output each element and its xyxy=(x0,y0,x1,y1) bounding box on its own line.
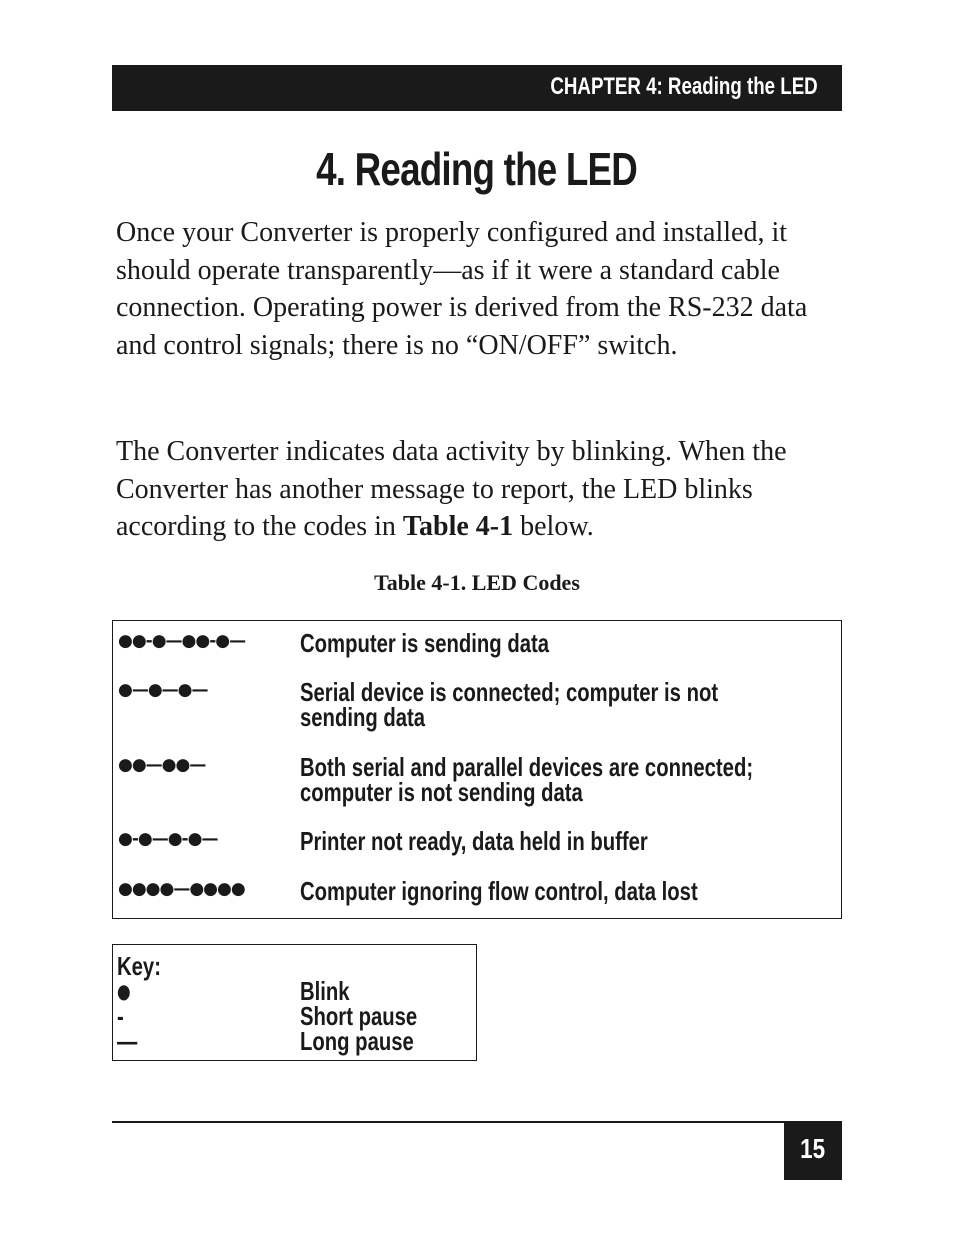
led-codes-table xyxy=(112,620,842,919)
led-code: ●—●—●— xyxy=(118,680,208,700)
table-reference: Table 4-1 xyxy=(402,511,514,542)
led-code: ●●—●●— xyxy=(118,755,206,775)
key-meaning-short-pause: Short pause xyxy=(300,1001,418,1031)
led-code: ●-●—●-●— xyxy=(118,829,218,849)
table-caption: Table 4-1. LED Codes xyxy=(374,570,580,595)
led-description: Computer is sending data xyxy=(300,628,550,658)
key-legend xyxy=(112,944,477,1061)
led-description: Computer ignoring flow control, data lost xyxy=(300,876,698,906)
footer-rule xyxy=(112,1121,784,1123)
key-symbol-long-pause: — xyxy=(117,1026,138,1056)
led-code: ●●●●—●●●● xyxy=(118,879,245,899)
led-activity-paragraph xyxy=(116,433,836,546)
paragraph-text-end: below. xyxy=(513,511,594,542)
key-meaning-blink: Blink xyxy=(300,976,350,1006)
key-meaning-long-pause: Long pause xyxy=(300,1026,414,1056)
key-heading: Key: xyxy=(117,951,161,981)
page-number: 15 xyxy=(800,1133,826,1164)
chapter-header-bar xyxy=(112,65,842,111)
page-title-text: 4. Reading the LED xyxy=(316,143,638,195)
page-title xyxy=(0,142,954,196)
led-code: ●●-●—●●-●— xyxy=(118,631,246,651)
led-description: Printer not ready, data held in buffer xyxy=(300,826,648,856)
key-symbol-blink: ● xyxy=(117,979,131,1003)
intro-paragraph: Once your Converter is properly configured and installed, it should operate transparently—as if it were a standard cable connection. Operating power is derived from the RS-232 data and control signals; there is no “ON/OFF” switch. xyxy=(116,217,808,361)
led-description: Serial device is connected; computer is not sending data xyxy=(300,677,719,732)
page-number-box xyxy=(784,1121,842,1180)
paragraph-text: The Converter indicates data activity by blinking. When the Converter has another message to report, the LED blinks according to the codes in xyxy=(116,436,787,542)
chapter-header-text: CHAPTER 4: Reading the LED xyxy=(550,73,818,100)
key-symbol-short-pause: - xyxy=(117,1001,124,1031)
led-description: Both serial and parallel devices are connected; computer is not sending data xyxy=(300,752,754,807)
